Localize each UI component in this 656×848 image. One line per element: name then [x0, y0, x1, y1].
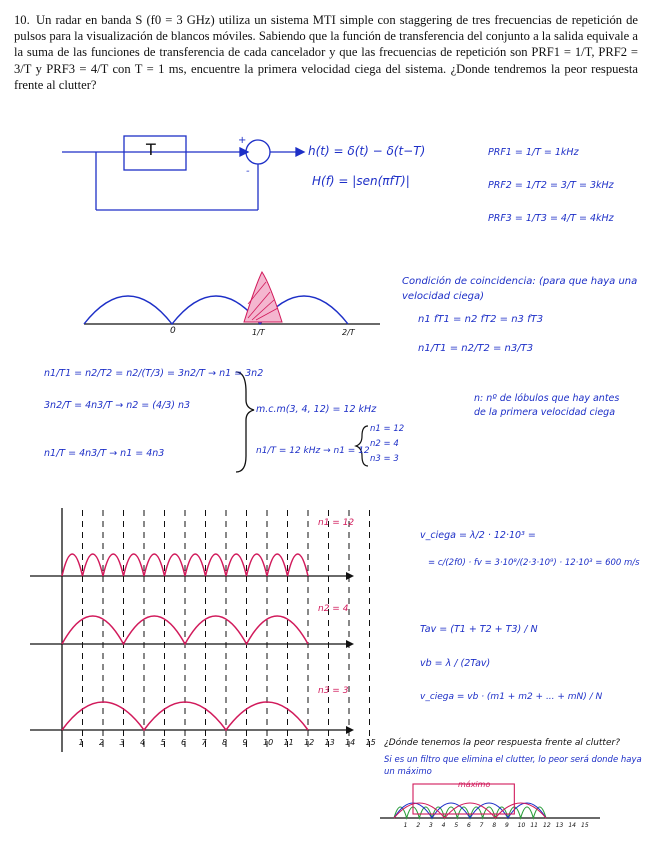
vb-formula: vb = λ / (2Tav) [420, 658, 491, 669]
n3-value: n3 = 3 [370, 454, 399, 464]
tick-label: 3 [119, 738, 125, 747]
tick-label: 2 [99, 738, 105, 747]
coincidence-note: n: nº de lóbulos que hay antes de la primera velocidad ciega [474, 393, 620, 418]
n2-value: n2 = 4 [370, 439, 399, 449]
tick-label: 10 [263, 738, 274, 747]
velocity-line2: = c/(2f0) · fv = 3·10⁸/(2·3·10⁹) · 12·10³ = 600 m/s [428, 558, 640, 568]
clutter-tick-label: 2 [416, 822, 421, 829]
clutter-tick-label: 9 [505, 822, 509, 829]
maximo-label: máximo [458, 780, 491, 789]
clutter-tick-label: 3 [429, 822, 433, 829]
axis-arrow [346, 726, 354, 734]
clutter-tick-label: 13 [555, 822, 564, 829]
clutter-tick-label: 6 [467, 822, 471, 829]
lobe-label-mid: n2 = 4 [318, 604, 349, 614]
problem-number: 10. [14, 13, 30, 27]
zero-label: 0 [170, 326, 176, 336]
coincidence-eq2: n1/T1 = n2/T2 = n3/T3 [418, 343, 534, 354]
two-over-t-label: 2/T [342, 328, 355, 337]
clutter-tick-label: 10 [517, 822, 526, 829]
derivation-line1: n1/T1 = n2/T2 = n2/(T/3) = 3n2/T → n1 = 3n2 [44, 368, 264, 379]
n1-result: n1/T = 12 kHz → n1 = 12 [256, 446, 370, 456]
transfer-function: H(f) = |sen(πfT)| [312, 174, 410, 188]
clutter-tick-label: 14 [568, 822, 576, 829]
plus-sign: + [238, 135, 247, 146]
lobe-label-bot: n3 = 3 [318, 686, 349, 696]
tick-label: 14 [345, 738, 356, 747]
tick-label: 4 [140, 738, 146, 747]
impulse-response: h(t) = δ(t) − δ(t−T) [308, 144, 426, 158]
clutter-tick-label: 5 [454, 822, 459, 829]
mcm-result: m.c.m(3, 4, 12) = 12 kHz [256, 404, 377, 415]
clutter-tick-label: 7 [479, 822, 484, 829]
clutter-sketch [380, 784, 600, 818]
axis-arrow [346, 572, 354, 580]
coincidence-title: Condición de coincidencia: (para que haya una velocidad ciega) [402, 276, 638, 302]
tick-label: 12 [304, 738, 315, 747]
summing-junction [246, 140, 270, 164]
clutter-tick-label: 8 [492, 822, 497, 829]
tick-label: 5 [160, 738, 166, 747]
tick-label: 9 [242, 738, 248, 747]
tick-label: 8 [222, 738, 228, 747]
delay-label: T [146, 140, 156, 159]
axis-arrow [346, 640, 354, 648]
prf2-note: PRF2 = 1/T2 = 3/T = 3kHz [488, 180, 614, 191]
lobe-curve [62, 702, 308, 730]
tick-label: 1 [78, 738, 84, 747]
clutter-lobes [394, 807, 546, 818]
vciega-formula: v_ciega = vb · (m1 + m2 + ... + mN) / N [420, 692, 603, 702]
one-over-t-label: 1/T [252, 328, 265, 337]
clutter-tick-label: 1 [403, 822, 408, 829]
minus-sign: - [246, 166, 250, 177]
prf1-note: PRF1 = 1/T = 1kHz [488, 147, 579, 158]
response-sketch [84, 272, 380, 324]
tick-label: 11 [283, 738, 294, 747]
derivation-line2: 3n2/T = 4n3/T → n2 = (4/3) n3 [44, 400, 191, 411]
tick-label: 7 [201, 738, 207, 747]
velocity-line1: v_ciega = λ/2 · 12·10³ = [420, 530, 536, 541]
coincidence-eq1: n1 fT1 = n2 fT2 = n3 fT3 [418, 314, 544, 325]
tick-label: 6 [181, 738, 187, 747]
clutter-tick-label: 4 [441, 822, 446, 829]
clutter-tick-label: 15 [581, 822, 589, 829]
tick-label: 13 [324, 738, 335, 747]
block-diagram [62, 136, 304, 210]
clutter-tick-label: 12 [543, 822, 551, 829]
derivation-brace [236, 372, 254, 472]
derivation-line3: n1/T = 4n3/T → n1 = 4n3 [44, 448, 165, 459]
clutter-question: ¿Dónde tenemos la peor respuesta frente al clutter? [384, 738, 620, 748]
lobe-plots [30, 508, 370, 752]
lobe-label-top: n1 = 12 [318, 518, 355, 528]
n1-value: n1 = 12 [370, 424, 405, 434]
clutter-answer: Si es un filtro que elimina el clutter, lo peor será donde haya un máximo [384, 755, 642, 777]
tav-formula: Tav = (T1 + T2 + T3) / N [420, 624, 538, 635]
problem-text: Un radar en banda S (f0 = 3 GHz) utiliza un sistema MTI simple con staggering de tres frecuencias de repetición de pulsos para la visualización de blancos móviles. Sabiendo que la función de transferencia del conjunto a la salida equivale a la suma de las funciones de transferencia de cada cancelador y que las frecuencias de repetición son PRF1 = 1/T, PRF2 = 3/T y PRF3 = 4/T con T = 1 ms, encuentre la primera velocidad ciega del sistema. ¿Donde tendremos la peor respuesta frente al clutter? [14, 13, 638, 92]
tick-label: 15 [365, 738, 376, 747]
clutter-tick-label: 11 [530, 822, 538, 829]
prf3-note: PRF3 = 1/T3 = 4/T = 4kHz [488, 213, 614, 224]
